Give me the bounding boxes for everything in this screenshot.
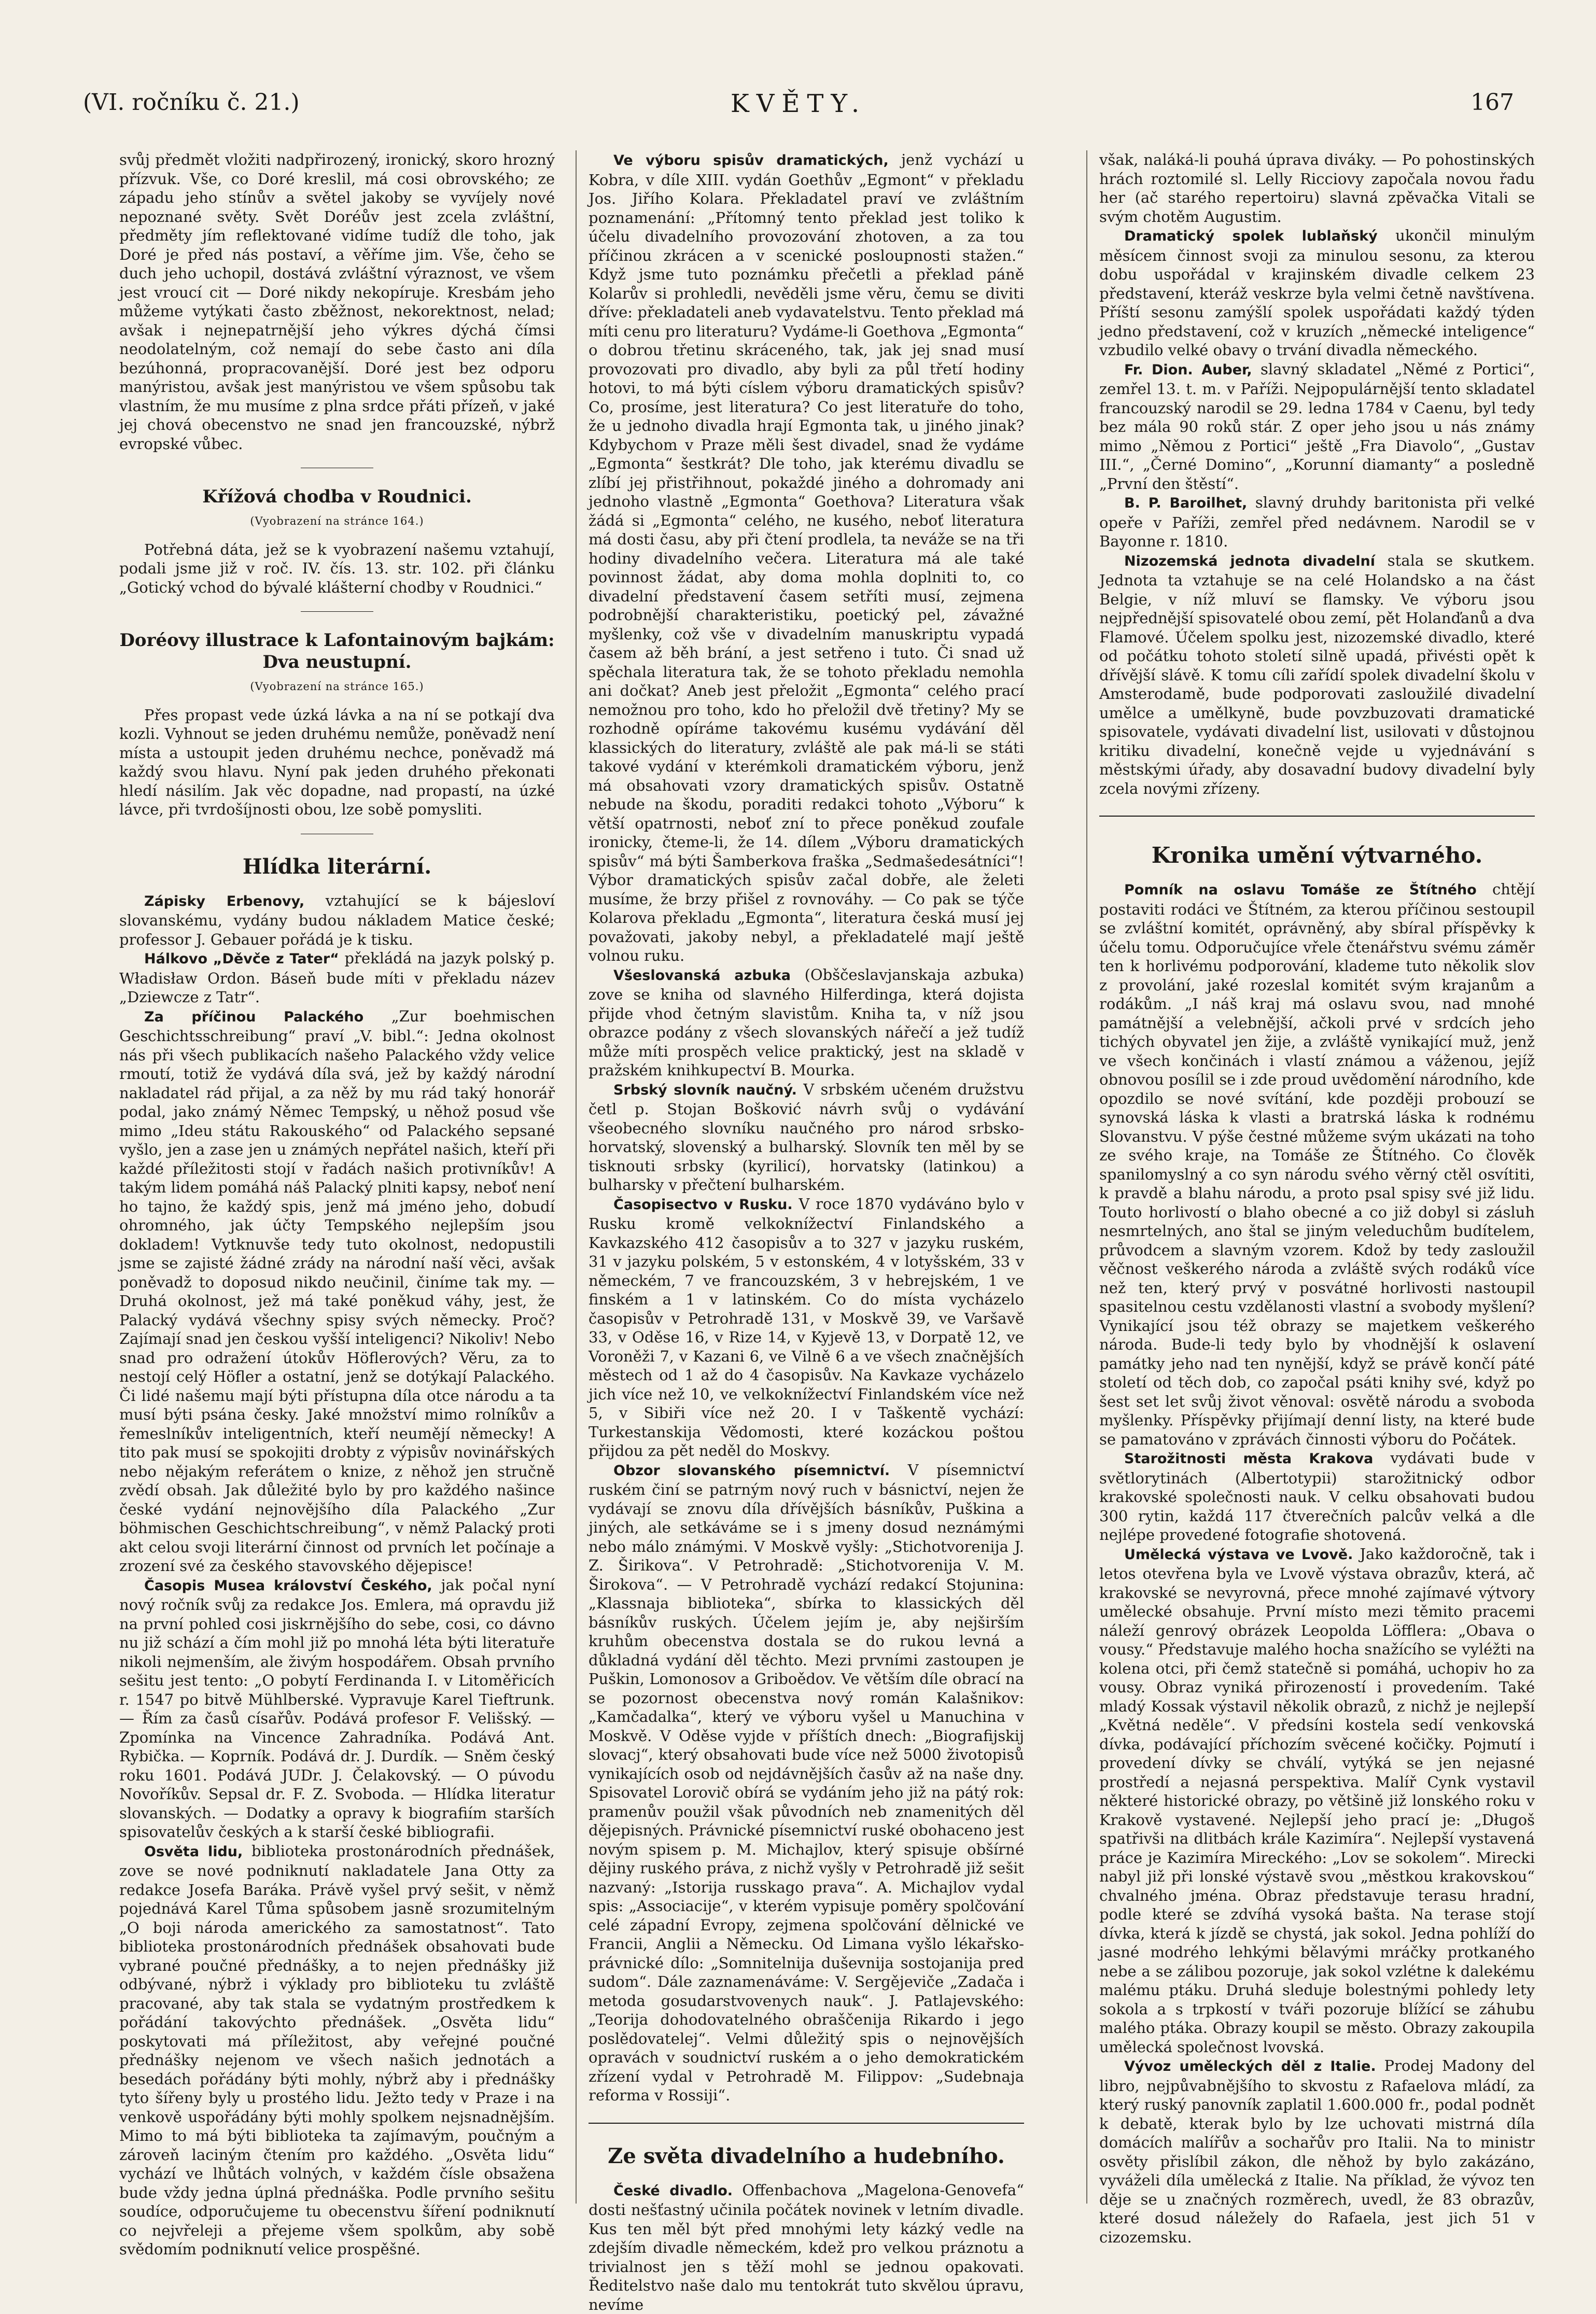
paragraph: Potřebná dáta, jež se k vyobrazení našemu vztahují, podali jsme již v roč. IV. čís. 13. str. 102. při článku „Gotický vchod do bývalé klášterní chodby v Roudnici.“ — [119, 540, 555, 597]
news-item — [589, 150, 1024, 965]
article-continuation: však, naláká-li pouhá úprava diváky. — Po pohostinských hrách roztomilé sl. Lelly Ricciovy započala novou řadu her (ač starého repertoiru) slavná zpěvačka Vitali se svým chotěm Augustim. — [1099, 150, 1535, 226]
item-text: V srbském učeném družstvu četl p. Stojan Bošković návrh svůj o vydávání všeobecného slovníku naučného pro národ srbsko-horvatský, slovenský a bulharský. Slovník ten měl by se tisknouti srbsky (kyrilicí), horvatsky (latinkou) a bulharsky v přečtení bulharském. — [589, 1081, 1024, 1194]
section-title: Doréovy illustrace k Lafontainovým bajkám: Dva neustupní. — [119, 629, 555, 673]
item-text: V roce 1870 vydáváno bylo v Rusku kromě velkoknížectví Finlandského a Kavkazského 412 časopisův a to 327 v jazyku ruském, 31 v jazyku polském, 5 v estonském, 4 v lotyšském, 33 v německém, 7 ve francouzském, 3 v hebrejském, 1 ve finském a 1 v latinském. Co do místa vycházelo časopisův v Petrohradě 131, v Moskvě 39, ve Varšavě 33, v Oděse 16, v Rize 14, v Kyjevě 13, v Dorpatě 12, ve Voroněži 7, v Kazani 6, ve Vilně 6 a ve všech značnějších městech od 1 až do 4 časopisův. Na Kavkaze vycházelo jich více než 10, ve velkoknížectví Finlandském více než 5, v Sibiři více než 20. I v Taškentě vychází: Turkestanskija Vědomosti, které kozáckou poštou přijdou za pět neděl do Moskvy. — [589, 1195, 1024, 1460]
item-text: chtějí postaviti rodáci ve Štítném, za kterou příčinou sestoupil se zvláštní komitét, oprávněný, aby sbíral příspěvky k účelu tomu. Odporučujíce vřele čtenářstvu svému záměr ten k horlivému podporování, klademe tuto několik slov z provolání, jaké rozeslal komitét svým krajanům a rodákům. „I náš kraj má oslavu svou, nad mnohé památnější a velebnější, ačkoli prvé v srdcích jeho tichých obyvatel jen žije, a zvláště vynikající muž, jenž ve všech končinách i vlastí známou a váženou, jejíž obnovou posílil se i zde proud uvědomění národního, kde opozdilo se nové svítání, kde později probouzí se synovská láska k vlasti a bratrská láska k rodnému Slovanstvu. V pýše čestné můžeme svým ukázati na toho ze svého kraje, na Tomáše ze Štítného. Co člověk spanilomyslný a co syn národu svého věrný ctěl osvítiti, k pravdě a blahu národu, a proto psal spisy své již lidu. Touto horlivostí o blaho obecné a co již dobyl si zásluh nesmrtelných, ano štal se jiným veleduchům budítelem, průvodcem a slavným vzorem. Kdož by tedy zasloužil věčnost veškerého národa a zvláště svých rodáků více než ten, který prvý v posvátné horlivosti nastoupil spasitelnou cestu vzdělanosti vlastní a svobody myšlení? Vynikající jsou též obrazy se majetkem veškerého národa. Bude-li tedy bylo by vhodnější k oslavení památky jeho nad ten nynější, když se právě končí páté století od těch dob, co započal psáti knihy své, když po šest set let svůj život věnoval: osvětě národu a svoboda myšlenky. Příspěvky přijímají denní listy, na které bude se pamatováno v zprávách činnosti výboru do Počátek. — [1099, 880, 1535, 1448]
column-divider — [576, 150, 577, 2204]
item-text: Jako každoročně, tak i letos otevřena byla ve Lvově výstava obrazův, která, ač krakovské se nevyrovná, přece mnohé zajímavé výtvory umělecké obsahuje. První místo mezi těmito pracemi náleží genrový obrázek Leopolda Löfflera: „Obava o vousy.“ Představuje malého hocha snažícího se vyléžti na kolena otci, při čemž statečně si pomáhá, uchopiv ho za vousy. Obraz vyniká přirozeností i provedením. Také mladý Kossak výstavil několik obrazů, z nichž je nejlepší „Květná neděle“. V předsíni kostela sedí venkovská dívka, podávající příchozím svěcené kočičky. Pojmutí i provedení dívky se chválí, vytýká se jen nejasné prostředí a nejasná perspektiva. Malíř Cynk vystavil některé historické obrazy, po většině již lonského roku v Krakově vystavené. Nejlepší jeho prací je: „Długoš spatřivši na dlitbách krále Kazimíra“. Nejlepší vystavená práce je Kazimíra Mireckého: „Lov se sokolem“. Mirecki nabyl již při lonské výstavě svou „městkou krakovskou“ chvalného jména. Obraz představuje terasu hradní, podle které se zdvíhá vysoká bašta. Na terase stojí dívka, která k jízdě se chystá, jak sokol. Jedna pohlíží do jasné modrého lehkými bělavými mráčky protkaného nebe a se zálibou pozoruje, jak sokol vzlétne k dalekému malému ptáku. Druhá sleduje bolestnými pohledy lety sokola a s trpkostí v tváři pozoruje blížící se záhubu malého ptáka. Obrazy koupil se město. Obrazy zakoupila umělecká společnost lvovská. — [1099, 1545, 1535, 2056]
item-text: slavný druhdy baritonista při velké opeře v Paříži, zemřel před nedávnem. Narodil se v Bayonne r. 1810. — [1099, 494, 1535, 550]
item-heading: B. P. Baroilhet, — [1124, 495, 1247, 511]
issue-label: (VI. ročníku č. 21.) — [83, 89, 300, 116]
item-heading: Hálkovo „Děvče z Tater“ — [144, 951, 339, 967]
item-text: biblioteka prostonárodních přednášek, zove se nové podniknutí nakladatele Jana Otty za redakce Josefa Baráka. Právě vyšel prvý sešit, v němž pojednává Karel Tůma spůsobem jasně srozumitelným „O boji národa amerického za samostatnost“. Tato biblioteka prostonárodních přednášek obsahovati bude vybrané poučné přednášky, a to nejen přednášky již odbývané, nýbrž i výklady pro biblioteku tu zvláště pracované, aby tak stala se vydatným prostředkem k pořádání takovýchto přednášek. „Osvěta lidu“ poskytovati má příležitost, aby veřejné poučné přednášky nejenom ve všech našich jednotách a besedách pořádány býti mohly, nýbrž aby i přednášky tyto šířeny byly u prostého lidu. Ježto tedy v Praze i na venkově uspořádány býti mohly spolkem nejsnadnějším. Mimo to má býti biblioteka ta zajímavým, poučným a zároveň laciným čtením pro každého. „Osvěta lidu“ vychází ve lhůtách volných, v každém čísle obsažena bude vždy jedna úplná přednáška. Podle prvního sešitu soudíce, odporučujeme tu obecenstvu šíření podniknutí co nejvřeleji a přejeme všem spolkům, aby sobě svědomím podniknutí velice prospěšné. — [119, 1842, 555, 2259]
news-item — [1099, 360, 1535, 494]
item-heading: České divadlo. — [613, 2183, 733, 2199]
section-rule — [589, 2123, 1024, 2124]
news-item — [1099, 551, 1535, 798]
item-heading: Srbský slovník naučný. — [613, 1082, 797, 1098]
item-text: stala se skutkem. Jednota ta vztahuje se na celé Holandsko a na část Belgie, v níž mluví se flamsky. Ve výboru jsou nejpřednější spisovatelé obou zemí, pět Holanďanů a dva Flamové. Účelem spolku jest, nizozemské divadlo, které od počátku tohoto století silně upadá, přivésti opět k dřívější slávě. K tomu cíli zařídí spolek divadelní školu v Amsterodamě, bude podporovati zasloužilé divadelní umělce a umělkyně, bude povzbuzovati dramatické spisovatele, vydávati divadelní list, usilovati v důstojnou kritiku divadelní, konečně vejde u vyjednávání s městskými úřady, aby dosavadní budovy divadelní byly zcela novými zřízeny. — [1099, 552, 1535, 797]
news-item — [589, 1195, 1024, 1461]
item-heading: Obzor slovanského písemnictví. — [613, 1463, 890, 1479]
paragraph: Přes propast vede úzká lávka a na ní se potkají dva kozli. Vyhnout se jeden druhému nemůže, poněvadž není místa a ustoupit jeden druhému nechce, poněvadž má každý svou hlavu. Nyní pak jeden druhého překonati hledí násilím. Jak věc dopadne, nad propastí, na úzké lávce, při tvrdošíjnosti obou, lze sobě pomysliti. — [119, 706, 555, 819]
news-item — [119, 1007, 555, 1576]
news-item — [1099, 226, 1535, 360]
journal-title: KVĚTY. — [83, 89, 1514, 118]
news-item — [119, 949, 555, 1007]
news-item — [1099, 493, 1535, 551]
section-divider — [301, 611, 373, 612]
item-heading: Osvěta lidu, — [144, 1844, 243, 1860]
page-number: 167 — [1471, 89, 1514, 116]
item-text: překládá na jazyk polský p. Władisław Ordon. Báseň bude míti v překladu název „Dziewcze z Tatr“. — [119, 949, 555, 1006]
news-item — [119, 1576, 555, 1842]
item-heading: Fr. Dion. Auber, — [1124, 362, 1252, 378]
item-heading: Pomník na oslavu Tomáše ze Štítného — [1124, 882, 1477, 898]
news-item — [1099, 1449, 1535, 1545]
item-text: Offenbachova „Magelona-Genovefa“ dosti nešťastný učinila počátek novinek v letním divadle. Kus ten měl být před mnohými lety kázký vedle na zdejším divadle německém, kdež pro velkou práznotu a trivialnost jen s těží mohl se jednou opakovati. Ředitelstvo naše dalo mu tentokrát tuto skvělou úpravu, nevíme — [589, 2181, 1024, 2313]
section-heading: Kronika umění výtvarného. — [1099, 844, 1535, 867]
item-heading: Vývoz uměleckých děl z Italie. — [1124, 2058, 1376, 2074]
section-heading: Hlídka literární. — [119, 855, 555, 879]
section-title: Křížová chodba v Roudnici. — [119, 486, 555, 508]
news-item — [119, 1842, 555, 2259]
item-text: jenž vychází u Kobra, v díle XIII. vydán Goethův „Egmont“ v překladu Jos. Jiřího Kolara. Překladatel praví ve zvláštním poznamenání: „Přítomný tento překlad jest toliko k účelu divadelního provozování zhotoven, a za tou příčinou zkrácen a v scenické posloupnosti stažen.“ Když jsme tuto poznámku přečetli a překlad páně Kolarův si prohledli, nevěděli jsme věru, čemu se diviti dříve: překladateli aneb vydavatelstvu. Tento překlad má míti cenu pro literaturu? Vydáme-li Goethova „Egmonta“ o dobrou třetinu skráceného, tak, jak jej snad musí provozovati pro divadlo, aby byli za půl třetí hodiny hotovi, to má býti císlem výboru dramatických spisův? Co, prosíme, jest literatura? Co jest literatuře do toho, že u jednoho divadla hrají Egmonta tak, u jiného jinak? Kdybychom v Praze měli šest divadel, snad že vydáme „Egmonta“ šestkrát? Dle toho, jak kterému divadlu se zlíbí jej přistřihnout, pokaždé jiného a dohromady ani jednoho vlastně „Egmonta“ Goethova? Literatura však žádá si „Egmonta“ celého, ne kusého, neboť literatura má dosti času, aby při čtení prodlela, ta neváže se na tři hodiny divadelního večera. Literatura má ale také povinnost žádat, aby doma mohla doplniti to, co divadelní představení časem setříti musí, zejmena podrobnější charakteristiku, poetický pel, závažné myšlenky, což vše v divadelním manuskriptu vypadá časem až běh brání, a jest setřeno i tuto. Či snad už spěchala literatura tak, že se tohoto překladu nemohla ani dočkat? Aneb jest přeložit „Egmonta“ celého prací nemožnou pro toho, kdo ho přeložil dvě třetiny? My se rozhodně opíráme takovému kusému vydávání děl klassických do literatury, zvláště ale pak má-li se státi takové vydání v kterémkoli dramatickém výboru, jenž má obsahovati vzory dramatických spisův. Ostatně nebude na škodu, poraditi redakci tohoto „Výboru“ k větší opatrnosti, neboť zní to přece poněkud zoufale ironicky, čteme-li, že 14. dílem „Výboru dramatických spisův“ má býti Šamberkova fraška „Sedmašedesátníci“! Výbor dramatických spisův začal dobře, ale želeti musíme, že brzy přišel z rovnováhy. — Co pak se týče Kolarova překladu „Egmonta“, literatura česká musí jej považovati, jakoby nebyl, a překladatelé mají ještě volnou ruku. — [589, 151, 1024, 964]
item-text: „Zur boehmischen Geschichtsschreibung“ praví „V. bibl.“: Jedna okolnost nás při všech publikacích našeho Palackého vždy velice rmoutí, totiž že vydává díla svá, jež by každý národní nakladatel rád přijal, a za něž by mu rád taký honorář podal, jako známý Němec Tempský, u něhož posud vše mimo „Ideu státu Rakouského“ od Palackého sepsané vyšlo, jen a zase jen u známých nepřátel našich, kteří při každé příležitosti stojí v řadách našich protivníkův! A takým lidem pomáhá náš Palacký plniti kapsy, neboť není ho tajno, že každý spis, jenž má jméno jeho, dobudí ohromného, jak účty Tempského nejlepším jsou dokladem! Vytknuvše tedy tuto okolnost, nedopustili jsme se zajisté žádné zrády na národní naší věci, avšak poněvadž to doposud nikdo neučinil, činíme tak my. — Druhá okolnost, jež má také poněkud váhy, jest, že Palacký vydává všechny spisy svých německy. Proč? Zajímají snad jen českou vyšší inteligenci? Nikoliv! Nebo snad pro odražení útokův Höflerových? Věru, za to nestojí celý Höfler a ostatní, jenž se dotýkají Palackého. Či lidé našemu mají býti přístupna díla otce národu a ta musí býti psána česky. Jaké množství mimo rolníkův a řemeslníkův inteligentních, kteří neumějí německy! A tito pak musí se spokojiti drobty z výpisův novinářských nebo nějakým referátem o knize, z něhož jen stručně zvědí obsah. Jak důležité bylo by pro každého našince české vydání nejnovějšího díla Palackého „Zur böhmischen Geschichtschreibung“, v němž Palacký proti akt celou svoji literární činnost od prvních let počínaje a zrození své za českého stavovského dějepisce! — [119, 1007, 555, 1575]
item-text: jak počal nyní nový ročník svůj za redakce Jos. Emlera, má opravdu již na první pohled cosi jiskrnějšího do sebe, cosi, co dávno nu již schází a čím mohl již po mnohá léta býti literatuře nikoli nejmenším, ale živým hospodářem. Obsah prvního sešitu jest tento: „O pobytí Ferdinanda I. v Litoměřicích r. 1547 po bitvě Mühlberské. Vypravuje Karel Tieftrunk. — Řím za časů císařův. Podává profesor F. Velišský. — Zpomínka na Vincence Zahradníka. Podává Ant. Rybička. — Koprník. Podává dr. J. Durdík. — Sněm český roku 1601. Podává JUDr. J. Čelakovský. — O púvodu Novoříkův. Sepsal dr. F. Z. Svoboda. — Hlídka literatur slovanských. — Dodatky a opravy k biografiím starších spisovatelův českých a k starší české bibliografii. — [119, 1576, 555, 1841]
item-heading: Dramatický spolek lublaňský — [1124, 228, 1378, 244]
item-heading: Ve výboru spisův dramatických, — [613, 152, 889, 169]
item-heading: Nizozemská jednota divadelní — [1124, 553, 1375, 569]
item-text: (Obščeslavjanskaja azbuka) zove se kniha od slavného Hilferdinga, která dojista přijde vhod četným slavistům. Kniha ta, v níž jsou obrazce podány z všech slovanských nářečí a jež tudíž může míti prospěch velice praktický, jest na skladě v pražském knihkupectví B. Mourka. — [589, 966, 1024, 1079]
item-text: V písemnictví ruském činí se patrným nový ruch v básnictví, nejen že vydávají se znovu díla dřívějších básníkův, Puškina a jiných, ale setkáváme se i s jmeny dosud neznámými nebo málo známými. V Moskvě vyšly: „Stichotvorenija J. Z. Širikova“. V Petrohradě: „Stichotvorenija V. M. Širokova“. — V Petrohradě vychází redakcí Stojunina: „Klassnaja biblioteka“, sbírka to klassických děl básníkův ruských. Účelem jejím je, aby nejširším kruhům obecenstva dostala se do rukou levná a důkladná vydání děl těchto. Mezi prvními zastoupen je Puškin, Lomonosov a Griboědov. Ve větším díle obrací na se pozornost obecenstva nový román Kalašnikov: „Kamčadalka“, který ve výboru vyšel u Manuchina v Moskvě. V Oděse vyjde v příštích dnech: „Biografijskij slovacj“, který obsahovati bude více než 5000 životopisů vynikajících osob od nejdávnějších časův až na naše dny. Spisovatel Lorovič obírá se vydáním jeho již na pátý rok: pramenův použil však původních neb znamenitých děl dějepisných. Právnické písemnictví ruské obohaceno jest novým spisem p. M. Michajlov, který spisuje obšírné dějiny ruského práva, z nichž vyšly v Petrohradě již sešit nazvaný: „Istorija russkago prava“. A. Michajlov vydal spis: „Associacije“, v kterém vypisuje poměry spolčování celé západní Evropy, zejmena spolčování dělnické ve Francii, Anglii a Německu. Od Limana vyšlo lékařsko-právnické dílo: „Somnitelnija duševnija sostojanija pred sudom“. Dále zaznamenáváme: V. Sergějeviče „Zadača i metoda gosudarstvovenych nauk“. J. Patlajevského: „Teorija dohodovatelného obraščenija Rikardo i jego poslědovatelej“. Velmi důležitý spis o nejnovějších opravách v soudnictví ruském a o jeho demokratickém zřízení vydal v Petrohradě M. Filippov: „Sudebnaja reforma v Rossiji“. — [589, 1461, 1024, 2105]
column-middle — [589, 150, 1024, 2224]
image-reference: (Vyobrazení na stránce 164.) — [119, 512, 555, 531]
news-item — [589, 1080, 1024, 1195]
section-heading: Ze světa divadelního a hudebního. — [589, 2144, 1024, 2168]
news-item — [589, 965, 1024, 1080]
news-item — [589, 2181, 1024, 2314]
news-item — [1099, 880, 1535, 1449]
image-reference: (Vyobrazení na stránce 165.) — [119, 677, 555, 696]
news-item — [1099, 1545, 1535, 2057]
column-divider — [1086, 150, 1087, 2204]
item-heading: Časopisectvo v Rusku. — [613, 1197, 793, 1213]
item-text: vydávati bude v světlorytinách (Albertotypii) starožitnický odbor krakovské společnosti nauk. V celku obsahovati budou 300 rytin, každá 117 čtverečních palcův velká a dle nejlépe provedené fotografie shotovená. — [1099, 1449, 1535, 1544]
item-heading: Umělecká výstava ve Lvově. — [1124, 1547, 1353, 1563]
item-heading: Zápisky Erbenovy, — [144, 893, 304, 909]
page-header — [83, 89, 1514, 125]
news-item — [1099, 2056, 1535, 2247]
news-item — [119, 891, 555, 949]
item-text: Prodej Madony del libro, nejpůvabnějšího to skvostu z Rafaelova mládí, za který ruský panovník zaplatil 1.600.000 fr., podal podnět k debatě, kterak bylo by lze uchovati mistrná díla domácích malířův a sochařův pro Italii. Na to ministr osvěty přislíbil zákon, dle něhož by bylo zakázáno, vyváželi díla umělecká z Italie. Na příklad, že vývoz ten děje se u značných rozměrech, uvedl, že 83 obrazův, které dosud náležely do Rafaela, jest jich 51 v cizozemsku. — [1099, 2057, 1535, 2246]
item-text: ukončil minulým měsícem činnost svoji za minulou sesonu, za kterou dobu uspořádal v krajinském divadle celkem 23 představení, kteráž veskrze byla velmi četně navštívena. Příští sesonu zamýšlí spolek uspořádati každý týden jedno představení, což v kruzích „německé inteligence“ vzbudilo velké obavy o trvání divadla německého. — [1099, 227, 1535, 359]
item-text: slavný skladatel „Němé z Portici“, zemřel 13. t. m. v Paříži. Nejpopulárnější tento skladatel francouzský narodil se 29. ledna 1784 v Caenu, byl tedy bez mála 90 roků stár. Z oper jeho jsou u nás známy mimo „Němou z Portici“ ještě „Fra Diavolo“, „Gustav III.“, „Černé Domino“, „Korunní diamanty“ a posledně „První den štěstí“. — [1099, 360, 1535, 493]
item-text: vztahující se k bájesloví slovanskému, vydány budou nákladem Matice české; professor J. Gebauer pořádá je k tisku. — [119, 892, 555, 948]
news-item — [589, 1461, 1024, 2105]
section-rule — [1099, 816, 1535, 817]
column-left — [119, 150, 555, 2224]
item-heading: Časopis Musea království Českého, — [144, 1578, 432, 1594]
column-right — [1099, 150, 1535, 2224]
item-heading: Za příčinou Palackého — [144, 1009, 363, 1025]
article-continuation: svůj předmět vložiti nadpřirozený, ironický, skoro hrozný přízvuk. Vše, co Doré kreslil, má cosi obrovského; ze západu jeho stínův a světel jakoby se vyvíjely nové nepoznané světy. Svět Doréův jest zcela zvláštní, předměty jím reflektované vidíme tudíž dle toho, jak Doré je před nás postaví, a věříme jim. Vše, čeho se duch jeho uchopil, dostává zvláštní výraznost, ve všem jest vroucí cit — Doré nikdy nekopíruje. Kresbám jeho můžeme vytýkati často zběžnost, nekorektnost, nelad; avšak i nejnepatrnější jeho výkres dýchá čímsi neodolatelným, což nemají do sebe často ani díla bezúhonná, propracovanější. Doré jest bez odporu manýristou, avšak jest manýristou ve všem spůsobu tak vlastním, že mu musíme z plna srdce přáti přízeň, v jaké jej chová obecenstvo ne snad jen francouzské, nýbrž evropské vůbec. — [119, 150, 555, 453]
item-heading: Všeslovanská azbuka — [613, 967, 791, 984]
item-heading: Starožitnosti města Krakova — [1124, 1451, 1373, 1467]
